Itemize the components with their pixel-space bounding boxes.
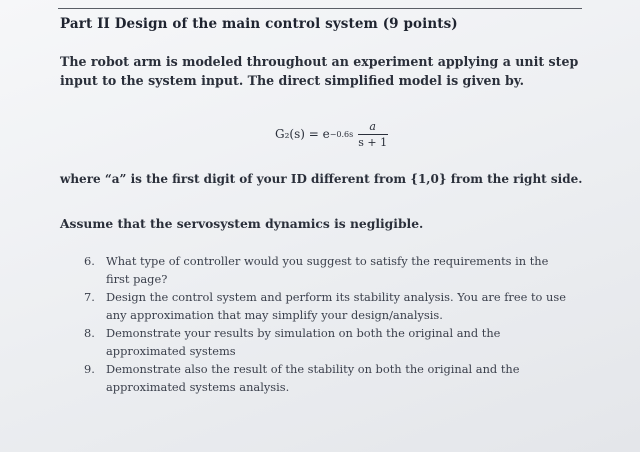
question-number: 7.: [84, 290, 95, 304]
question-item: [84, 288, 574, 324]
formula-denominator: s + 1: [358, 135, 388, 149]
formula-numerator: a: [369, 119, 376, 133]
where-clause: where “a” is the first digit of your ID different from {1,0} from the right side.: [60, 172, 583, 186]
question-item: [84, 252, 574, 288]
question-item: [84, 324, 574, 360]
question-number: 9.: [84, 362, 95, 376]
transfer-function-formula: [275, 114, 389, 154]
formula-exponent: −0.6s: [329, 129, 354, 139]
question-item: [84, 360, 574, 396]
question-list: [84, 252, 574, 396]
formula-fraction: [356, 120, 389, 149]
top-divider: [58, 8, 582, 9]
question-number: 8.: [84, 326, 95, 340]
question-text: Design the control system and perform its stability analysis. You are free to use any approximation that may simplify your design/analysis.: [106, 290, 566, 322]
question-text: Demonstrate also the result of the stability on both the original and the approximated systems analysis.: [106, 362, 520, 394]
question-number: 6.: [84, 254, 95, 268]
assumption-statement: Assume that the servosystem dynamics is negligible.: [60, 216, 424, 231]
formula-lhs: G₂(s) = e: [275, 127, 330, 141]
question-text: Demonstrate your results by simulation on both the original and the approximated systems: [106, 326, 501, 358]
intro-paragraph: The robot arm is modeled throughout an experiment applying a unit step input to the system input. The direct simplified model is given by.: [60, 54, 579, 88]
part-heading: Part II Design of the main control system (9 points): [60, 16, 458, 32]
question-text: What type of controller would you suggest to satisfy the requirements in the first page?: [106, 254, 549, 286]
fraction-bar: [358, 134, 388, 135]
